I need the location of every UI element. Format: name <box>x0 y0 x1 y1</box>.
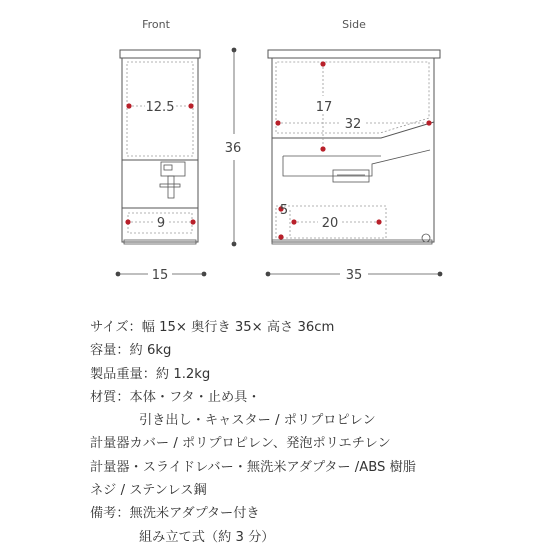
height-label: 36 <box>224 141 242 156</box>
spec-list <box>90 316 530 549</box>
spec-material-cont: 引き出し・キャスター / ポリプロピレン <box>139 413 376 429</box>
side-view-label: Side <box>342 18 366 31</box>
side-drawer-h-marker-bottom <box>278 234 283 239</box>
measuring-device-icon <box>160 162 185 198</box>
spec-cover-material: 計量器カバー / ポリプロピレン、発泡ポリエチレン <box>90 436 391 452</box>
front-view <box>120 50 200 244</box>
side-depth-inner-label: 32 <box>344 117 362 132</box>
side-view <box>268 50 440 244</box>
side-depth-inner-marker-left <box>275 120 280 125</box>
side-drawer-d-label: 20 <box>321 216 339 231</box>
side-upper-marker-top <box>320 61 325 66</box>
side-drawer-d-marker-left <box>291 219 296 224</box>
spec-notes-cont: 組み立て式（約 3 分） <box>139 529 275 545</box>
front-width-dimension <box>116 268 207 283</box>
side-drawer-d-marker-right <box>376 219 381 224</box>
spec-screw-material: ネジ / ステンレス鋼 <box>90 483 207 499</box>
side-upper-marker-bottom <box>320 146 325 151</box>
spec-capacity: 容量：約 6kg <box>90 343 172 359</box>
front-width-inner-marker-right <box>188 103 193 108</box>
side-depth-label: 35 <box>345 268 363 283</box>
spec-weight: 製品重量：約 1.2kg <box>90 366 211 382</box>
side-drawer-h-label: 5 <box>279 203 289 218</box>
front-view-label: Front <box>142 18 170 31</box>
side-depth-inner-marker-right <box>426 120 431 125</box>
side-upper-label: 17 <box>315 100 333 115</box>
front-width-inner-label: 12.5 <box>145 100 175 115</box>
front-drawer-label: 9 <box>156 216 166 231</box>
front-drawer-marker-right <box>190 219 195 224</box>
spec-device-material: 計量器・スライドレバー・無洗米アダプター /ABS 樹脂 <box>90 459 416 475</box>
front-width-label: 15 <box>151 268 169 283</box>
front-drawer-marker-left <box>125 219 130 224</box>
spec-notes: 備考：無洗米アダプター付き <box>90 506 260 522</box>
side-depth-dimension <box>266 268 443 283</box>
spec-material: 材質：本体・フタ・止め具・ <box>90 389 261 405</box>
height-dimension <box>225 48 242 247</box>
front-width-inner-marker-left <box>126 103 131 108</box>
spec-size: サイズ：幅 15× 奥行き 35× 高さ 36cm <box>90 320 335 335</box>
